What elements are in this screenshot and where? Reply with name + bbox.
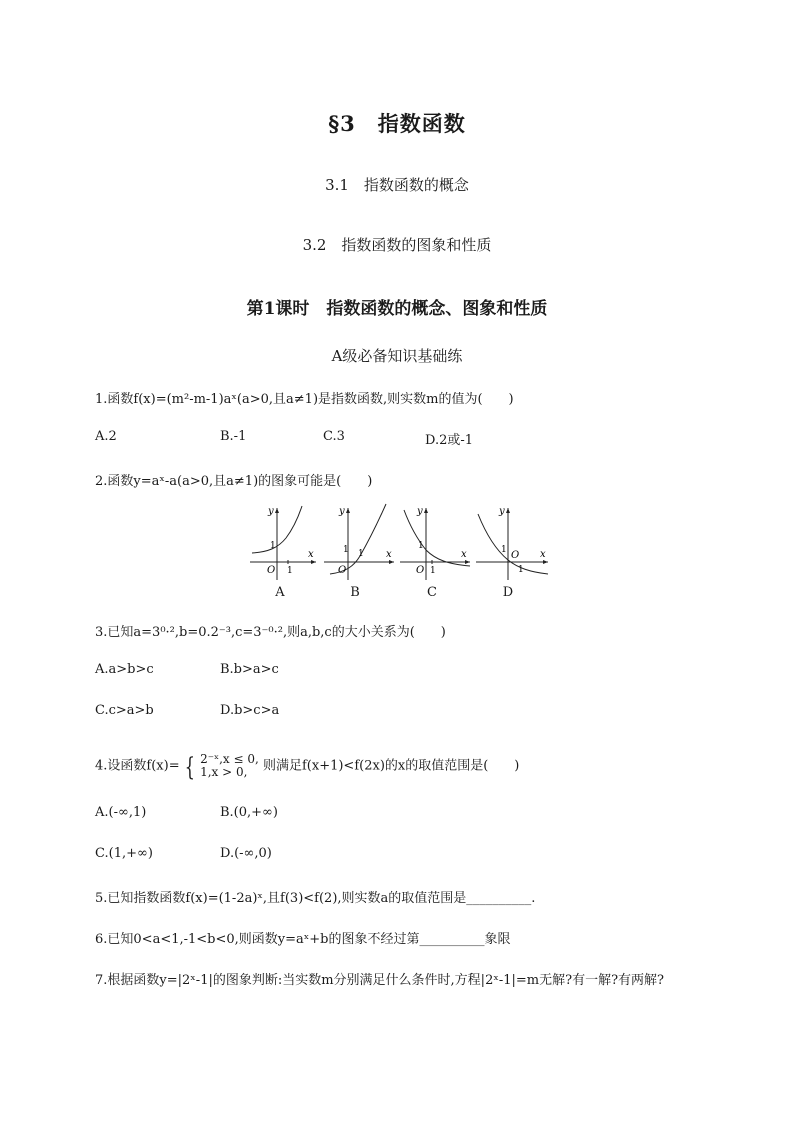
question-5-stem: 5.已知指数函数f(x)=(1-2a)ˣ,且f(3)<f(2),则实数a的取值范围是__________. bbox=[95, 891, 536, 906]
graph-a bbox=[250, 506, 316, 580]
question-4-piecewise bbox=[200, 753, 259, 779]
graph-a-y-label: y bbox=[268, 506, 274, 517]
graph-d-tick-x: 1 bbox=[518, 565, 524, 575]
question-3-stem: 3.已知a=3⁰·²,b=0.2⁻³,c=3⁻⁰·²,则a,b,c的大小关系为( ) bbox=[95, 625, 446, 640]
graph-d bbox=[476, 506, 548, 580]
graph-d-tick-y: 1 bbox=[501, 545, 507, 555]
graph-a-origin: O bbox=[267, 565, 276, 576]
level-heading: A级必备知识基础练 bbox=[331, 347, 463, 365]
graph-b-tick-y: 1 bbox=[343, 545, 349, 555]
question-3-option-c: C.c>a>b bbox=[95, 703, 154, 718]
question-3-option-a: A.a>b>c bbox=[95, 662, 154, 677]
graph-d-y-label: y bbox=[499, 506, 505, 517]
lesson-title: 第1课时 指数函数的概念、图象和性质 bbox=[246, 299, 548, 319]
graph-b-tick-x: 1 bbox=[358, 549, 364, 559]
graph-b-y-label: y bbox=[339, 506, 345, 517]
question-4-piece-2: 1,x > 0, bbox=[200, 765, 248, 779]
question-4-brace: { bbox=[184, 750, 195, 782]
graph-a-tick-y: 1 bbox=[270, 541, 276, 551]
graph-d-origin: O bbox=[511, 550, 520, 561]
question-1-option-c: C.3 bbox=[323, 429, 345, 444]
question-3-option-d: D.b>c>a bbox=[220, 703, 280, 718]
question-1-stem: 1.函数f(x)=(m²-m-1)aˣ(a>0,且a≠1)是指数函数,则实数m的值为( ) bbox=[95, 392, 514, 407]
graph-label-c: C bbox=[427, 585, 437, 600]
question-4-option-b: B.(0,+∞) bbox=[220, 805, 278, 820]
question-4-piece-1: 2⁻ˣ,x ≤ 0, bbox=[200, 752, 259, 766]
section-title: §3 指数函数 bbox=[328, 111, 466, 136]
question-1-option-d: D.2或-1 bbox=[425, 433, 474, 448]
question-4-option-d: D.(-∞,0) bbox=[220, 846, 272, 861]
question-4-stem bbox=[95, 750, 520, 782]
question-3-option-b: B.b>a>c bbox=[220, 662, 279, 677]
graph-a-tick-x: 1 bbox=[287, 566, 293, 576]
graph-b bbox=[324, 504, 394, 580]
question-1-option-a: A.2 bbox=[95, 429, 117, 444]
graph-label-d: D bbox=[502, 585, 514, 600]
graph-label-b: B bbox=[350, 585, 360, 600]
question-4-stem-suffix: 则满足f(x+1)<f(2x)的x的取值范围是( ) bbox=[262, 758, 520, 774]
graph-c-x-label: x bbox=[461, 549, 467, 560]
graph-c bbox=[400, 506, 470, 580]
subsection-title-1: 3.1 指数函数的概念 bbox=[325, 176, 469, 194]
graph-label-a: A bbox=[275, 585, 285, 600]
question-6-stem: 6.已知0<a<1,-1<b<0,则函数y=aˣ+b的图象不经过第__________象限 bbox=[95, 932, 511, 947]
graph-a-x-label: x bbox=[308, 549, 314, 560]
question-4-stem-prefix: 4.设函数f(x)= bbox=[95, 758, 180, 774]
graph-c-origin: O bbox=[416, 565, 425, 576]
question-1-option-b: B.-1 bbox=[220, 429, 247, 444]
graph-b-x-label: x bbox=[386, 549, 392, 560]
graph-d-x-label: x bbox=[540, 549, 546, 560]
subsection-title-2: 3.2 指数函数的图象和性质 bbox=[302, 236, 492, 254]
question-2-graphs bbox=[240, 500, 560, 582]
graph-c-y-label: y bbox=[417, 506, 423, 517]
question-2-stem: 2.函数y=aˣ-a(a>0,且a≠1)的图象可能是( ) bbox=[95, 474, 373, 489]
question-7-stem: 7.根据函数y=|2ˣ-1|的图象判断:当实数m分别满足什么条件时,方程|2ˣ-1|=m无解?有一解?有两解? bbox=[95, 973, 665, 988]
question-4-option-a: A.(-∞,1) bbox=[95, 805, 147, 820]
graph-c-tick-y: 1 bbox=[418, 541, 424, 551]
graph-c-tick-x: 1 bbox=[430, 566, 436, 576]
graph-b-origin: O bbox=[338, 565, 347, 576]
question-4-option-c: C.(1,+∞) bbox=[95, 846, 153, 861]
